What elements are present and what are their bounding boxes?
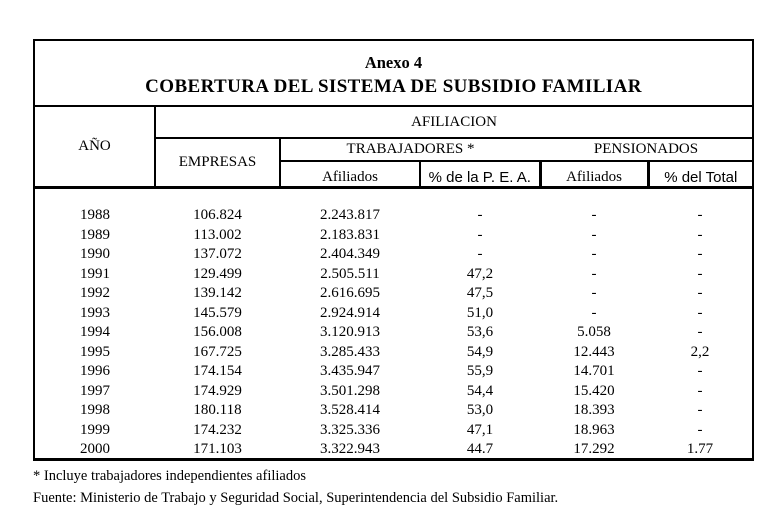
cell-companies: 113.002	[193, 226, 242, 243]
footnote-source: Fuente: Ministerio de Trabajo y Seguridad Social, Superintendencia del Subsidio Familiar.	[33, 490, 559, 506]
cell-companies: 129.499	[193, 265, 242, 282]
cell-pensioners-pct: -	[697, 265, 703, 282]
cell-workers-pct: 54,4	[466, 382, 494, 399]
cell-pensioners-pct: -	[697, 207, 703, 224]
cell-pensioners-members: 18.963	[573, 421, 615, 438]
table-title-block	[35, 41, 752, 107]
cell-workers-members: 3.501.298	[320, 382, 380, 399]
table-row	[35, 323, 752, 343]
cell-workers-pct: 44.7	[466, 441, 494, 458]
cell-workers-members: 2.616.695	[320, 285, 380, 302]
table-row	[35, 245, 752, 265]
header-row-affiliation	[35, 107, 752, 138]
cell-workers-pct: -	[477, 207, 483, 224]
header-workers-pct: % de la P. E. A.	[420, 161, 540, 188]
cell-year: 1988	[80, 207, 110, 224]
cell-workers-members: 3.325.336	[320, 421, 380, 438]
cell-year: 1997	[80, 382, 110, 399]
header-year: AÑO	[35, 107, 155, 188]
cell-year: 1993	[80, 304, 110, 321]
cell-pensioners-members: 17.292	[573, 441, 615, 458]
cell-year: 1998	[80, 402, 110, 419]
cell-workers-members: 3.528.414	[320, 402, 380, 419]
cell-companies: 167.725	[193, 343, 242, 360]
cell-year: 1991	[80, 265, 110, 282]
cell-pensioners-pct: -	[697, 324, 703, 341]
cell-pensioners-members: 12.443	[573, 343, 615, 360]
cell-companies: 145.579	[193, 304, 242, 321]
cell-year: 2000	[80, 441, 110, 458]
coverage-table	[35, 107, 752, 460]
header-pensioners: PENSIONADOS	[540, 138, 752, 161]
cell-pensioners-members: -	[591, 285, 597, 302]
cell-workers-pct: 53,0	[466, 402, 494, 419]
table-row	[35, 284, 752, 304]
cell-pensioners-pct: 1.77	[686, 441, 714, 458]
cell-year: 1994	[80, 324, 110, 341]
table-row	[35, 343, 752, 363]
cell-pensioners-pct: 2,2	[690, 343, 710, 360]
cell-workers-members: 3.120.913	[320, 324, 380, 341]
cell-year: 1992	[80, 285, 110, 302]
cell-workers-pct: 51,0	[466, 304, 494, 321]
cell-pensioners-members: -	[591, 304, 597, 321]
table-row	[35, 265, 752, 285]
table-row	[35, 304, 752, 324]
cell-pensioners-members: 15.420	[573, 382, 615, 399]
cell-pensioners-members: -	[591, 265, 597, 282]
cell-pensioners-pct: -	[697, 363, 703, 380]
cell-companies: 174.154	[193, 363, 242, 380]
table-row	[35, 440, 752, 460]
cell-workers-pct: 53,6	[466, 324, 494, 341]
table-row	[35, 362, 752, 382]
cell-year: 1989	[80, 226, 110, 243]
cell-companies: 174.232	[193, 421, 242, 438]
cell-pensioners-members: -	[591, 226, 597, 243]
cell-workers-members: 2.924.914	[320, 304, 380, 321]
cell-companies: 180.118	[193, 402, 242, 419]
cell-pensioners-pct: -	[697, 421, 703, 438]
cell-workers-members: 3.322.943	[320, 441, 380, 458]
cell-workers-members: 2.404.349	[320, 246, 380, 263]
cell-pensioners-pct: -	[697, 382, 703, 399]
cell-companies: 156.008	[193, 324, 242, 341]
cell-pensioners-pct: -	[697, 402, 703, 419]
header-pensioners-pct: % del Total	[648, 161, 752, 188]
cell-companies: 171.103	[193, 441, 242, 458]
cell-pensioners-pct: -	[697, 304, 703, 321]
cell-year: 1999	[80, 421, 110, 438]
footnotes	[33, 465, 753, 509]
footnote-asterisk: * Incluye trabajadores independientes afiliados	[33, 468, 306, 484]
cell-workers-pct: -	[477, 246, 483, 263]
cell-pensioners-members: 14.701	[573, 363, 615, 380]
spacer-row	[35, 188, 752, 207]
cell-companies: 139.142	[193, 285, 242, 302]
cell-year: 1996	[80, 363, 110, 380]
table-row	[35, 382, 752, 402]
cell-pensioners-members: 5.058	[577, 324, 611, 341]
table-row	[35, 421, 752, 441]
cell-workers-members: 3.435.947	[320, 363, 380, 380]
table-row	[35, 206, 752, 226]
cell-workers-pct: 47,2	[466, 265, 494, 282]
cell-workers-pct: 55,9	[466, 363, 494, 380]
cell-year: 1990	[80, 246, 110, 263]
cell-pensioners-members: 18.393	[573, 402, 615, 419]
cell-workers-members: 3.285.433	[320, 343, 380, 360]
cell-workers-members: 2.243.817	[320, 207, 380, 224]
cell-pensioners-pct: -	[697, 285, 703, 302]
table-title: COBERTURA DEL SISTEMA DE SUBSIDIO FAMILIAR	[145, 75, 642, 97]
cell-workers-members: 2.505.511	[320, 265, 380, 282]
header-pensioners-members: Afiliados	[540, 161, 648, 188]
cell-workers-pct: -	[477, 226, 483, 243]
header-affiliation: AFILIACION	[155, 107, 752, 138]
header-workers: TRABAJADORES *	[280, 138, 540, 161]
header-workers-members: Afiliados	[280, 161, 420, 188]
cell-workers-members: 2.183.831	[320, 226, 380, 243]
table-row	[35, 401, 752, 421]
cell-companies: 174.929	[193, 382, 242, 399]
cell-workers-pct: 47,5	[466, 285, 494, 302]
cell-workers-pct: 54,9	[466, 343, 494, 360]
cell-pensioners-pct: -	[697, 246, 703, 263]
annex-label: Anexo 4	[364, 52, 423, 72]
cell-pensioners-pct: -	[697, 226, 703, 243]
cell-companies: 137.072	[193, 246, 242, 263]
annex-table-frame	[33, 39, 754, 461]
cell-pensioners-members: -	[591, 246, 597, 263]
header-companies: EMPRESAS	[155, 138, 280, 188]
cell-companies: 106.824	[193, 207, 242, 224]
cell-pensioners-members: -	[591, 207, 597, 224]
cell-year: 1995	[80, 343, 110, 360]
cell-workers-pct: 47,1	[466, 421, 494, 438]
table-row	[35, 226, 752, 246]
